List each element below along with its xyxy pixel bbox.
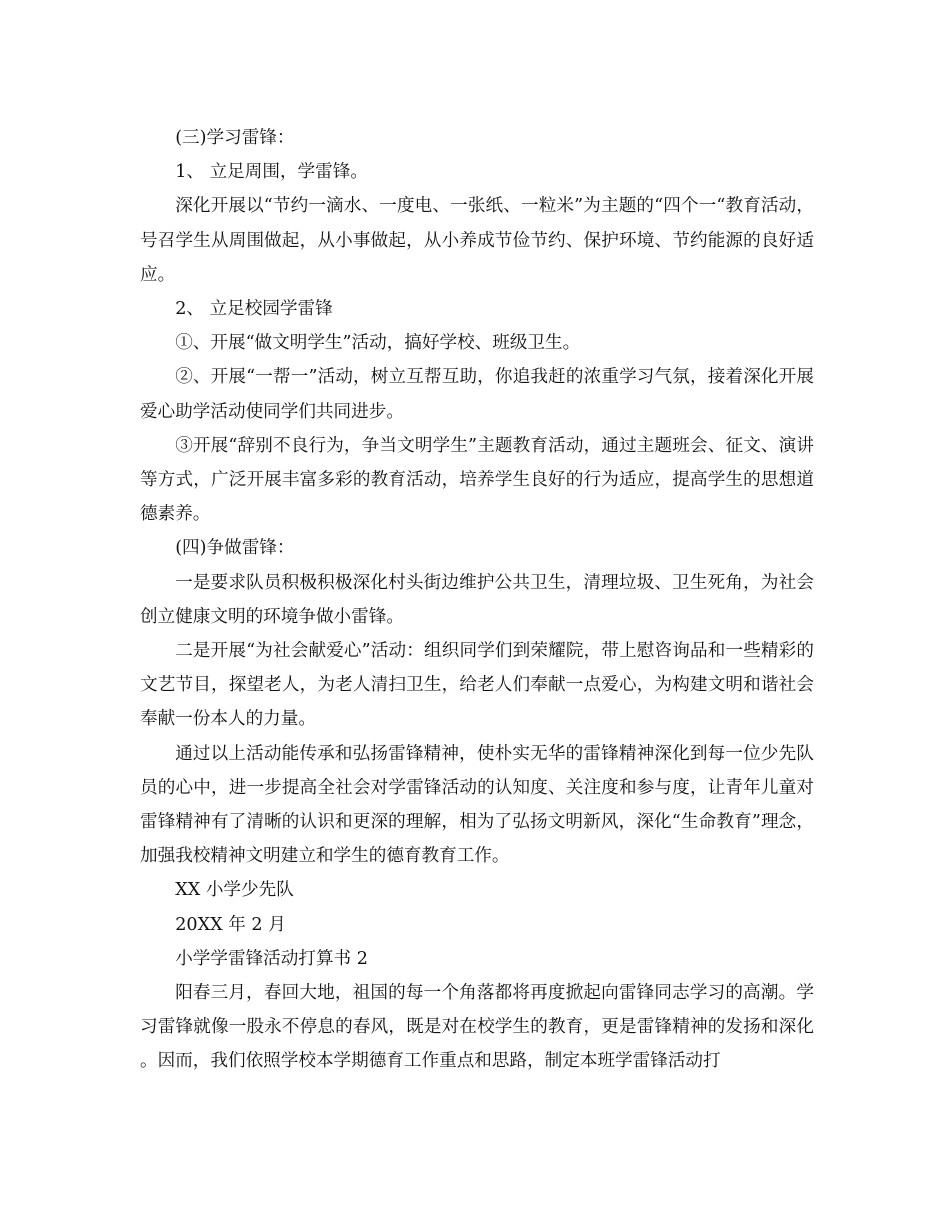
body-paragraph: 阳春三月，春回大地，祖国的每一个角落都将再度掀起向雷锋同志学习的高潮。学习雷锋就像一股永不停息的春风，既是对在校学生的教育，更是雷锋精神的发扬和深化。因而，我们依照学校本学期德育工作重点和思路，制定本班学雷锋活动打 bbox=[140, 983, 814, 1072]
document-page bbox=[140, 121, 814, 1079]
signature-date: 20XX 年 2 月 bbox=[175, 914, 286, 935]
section-heading-learn: (三)学习雷锋： bbox=[175, 128, 295, 148]
body-paragraph: 通过以上活动能传承和弘扬雷锋精神，使朴实无华的雷锋精神深化到每一位少先队员的心中，进一步提高全社会对学雷锋活动的认知度、关注度和参与度，让青年儿童对雷锋精神有了清晰的认识和更深的理解，相为了弘扬文明新风，深化“生命教育”理念，加强我校精神文明建立和学生的德育教育工作。 bbox=[140, 743, 814, 867]
body-paragraph: 二是开展“为社会献爱心”活动：组织同学们到荣耀院，带上慰咨询品和一些精彩的文艺节目，探望老人，为老人清扫卫生，给老人们奉献一点爱心，为构建文明和谐社会奉献一份本人的力量。 bbox=[140, 641, 814, 730]
item-heading-1: 1、 立足周围，学雷锋。 bbox=[175, 162, 368, 183]
body-paragraph: 深化开展以“节约一滴水、一度电、一张纸、一粒米”为主题的“四个一“教育活动，号召学生从周围做起，从小事做起，从小养成节俭节约、保护环境、节约能源的良好适应。 bbox=[140, 196, 814, 285]
body-paragraph: ②、开展“一帮一”活动，树立互帮互助，你追我赶的浓重学习气氛，接着深化开展爱心助学活动使同学们共同进步。 bbox=[140, 367, 814, 422]
body-paragraph: ①、开展“做文明学生”活动，搞好学校、班级卫生。 bbox=[175, 333, 581, 354]
document-title-2: 小学学雷锋活动打算书 2 bbox=[175, 948, 368, 969]
body-paragraph: ③开展“辞别不良行为，争当文明学生”主题教育活动，通过主题班会、征文、演讲等方式，广泛开展丰富多彩的教育活动，培养学生良好的行为适应，提高学生的思想道德素养。 bbox=[140, 435, 814, 525]
signature-org: XX 小学少先队 bbox=[175, 880, 294, 901]
section-heading-act: (四)争做雷锋： bbox=[175, 538, 295, 559]
item-heading-2: 2、 立足校园学雷锋 bbox=[175, 299, 333, 320]
body-paragraph: 一是要求队员积极积极深化村头街边维护公共卫生，清理垃圾、卫生死角，为社会创立健康文明的环境争做小雷锋。 bbox=[140, 572, 814, 627]
